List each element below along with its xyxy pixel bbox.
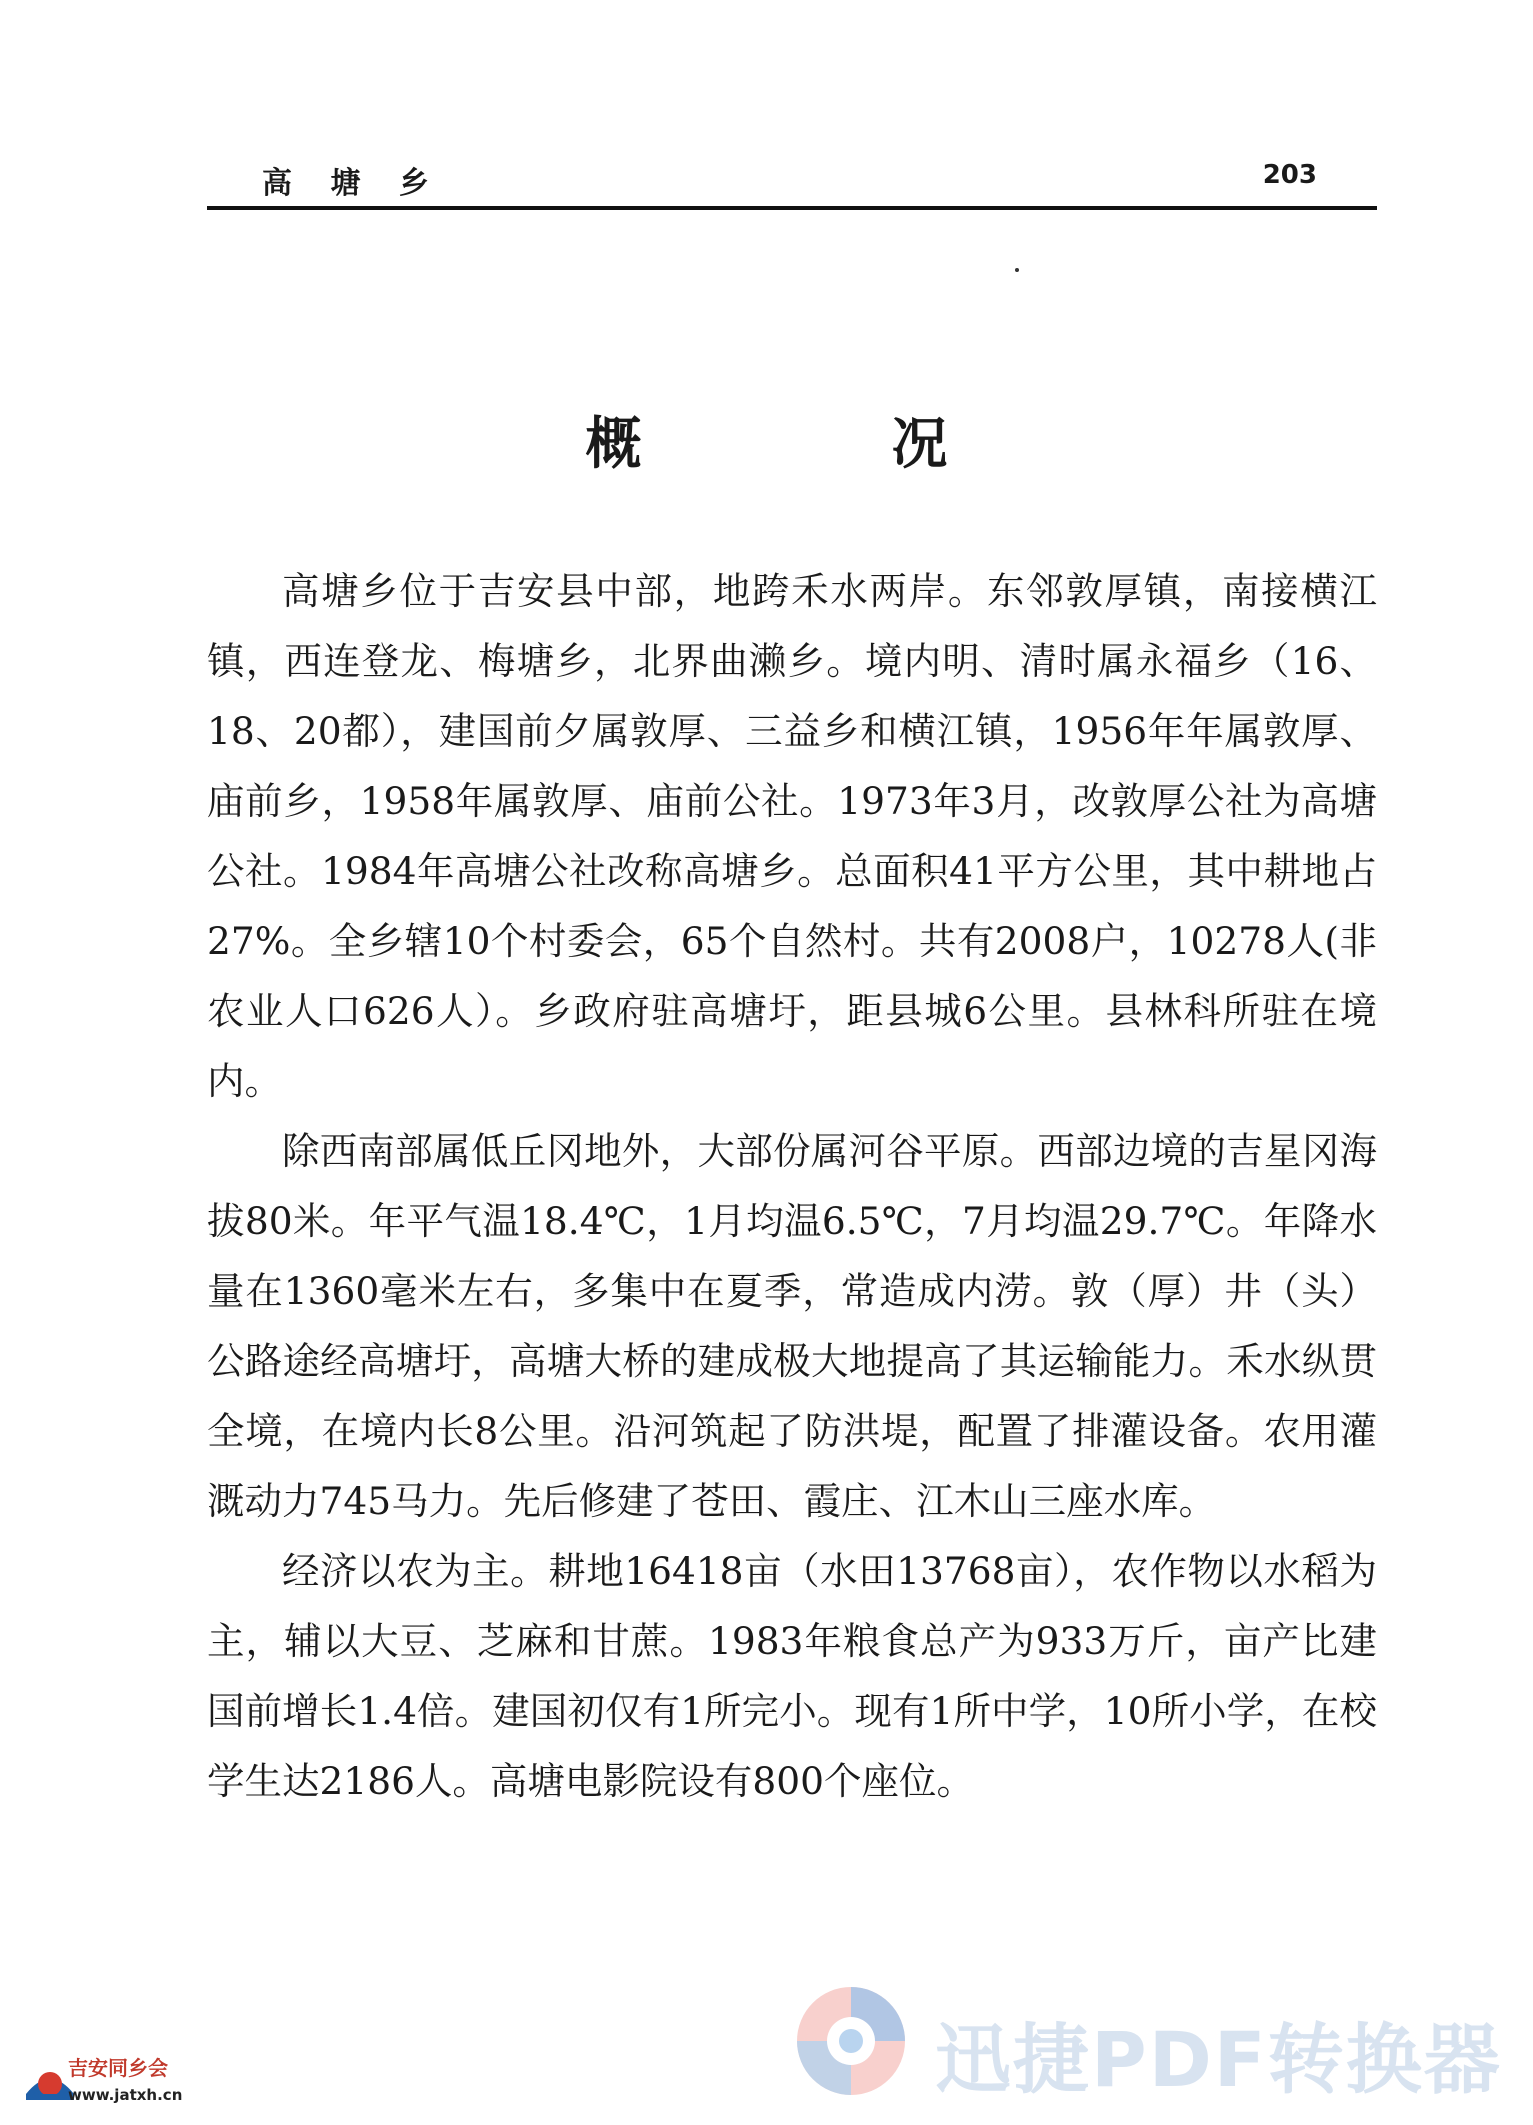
- running-title: 高 塘 乡: [262, 166, 443, 201]
- header-rule: [207, 206, 1377, 210]
- paragraph-1: 高塘乡位于吉安县中部，地跨禾水两岸。东邻敦厚镇，南接横江镇，西连登龙、梅塘乡，北界曲濑乡。境内明、清时属永福乡（16、18、20都），建国前夕属敦厚、三益乡和横江镇，1956年年属敦厚、庙前乡，1958年属敦厚、庙前公社。1973年3月，改敦厚公社为高塘公社。1984年高塘公社改称高塘乡。总面积41平方公里，其中耕地占27%。全乡辖10个村委会，65个自然村。共有2008户，10278人(非农业人口626人）。乡政府驻高塘圩，距县城6公里。县林科所驻在境内。: [207, 569, 1377, 1103]
- pdf-converter-logo-icon: [795, 1985, 907, 2097]
- paragraph-2: 除西南部属低丘冈地外，大部份属河谷平原。西部边境的吉星冈海拔80米。年平气温18.4℃，1月均温6.5℃，7月均温29.7℃。年降水量在1360毫米左右，多集中在夏季，常造成内涝。敦（厚）井（头）公路途经高塘圩，高塘大桥的建成极大地提高了其运输能力。禾水纵贯全境，在境内长8公里。沿河筑起了防洪堤，配置了排灌设备。农用灌溉动力745马力。先后修建了苍田、霞庄、江木山三座水库。: [207, 1129, 1377, 1523]
- scan-speck: [1015, 268, 1019, 272]
- site-logo: [6, 2050, 206, 2120]
- site-url: www.jatxh.cn: [68, 2086, 183, 2104]
- site-name: 吉安同乡会: [68, 2056, 168, 2080]
- page-number: 203: [1262, 160, 1317, 190]
- running-header: [207, 158, 1377, 208]
- watermark: [795, 1985, 1502, 2105]
- body-text: [207, 556, 1377, 1816]
- section-title: 概况: [585, 411, 1198, 477]
- watermark-text: 迅捷PDF转换器: [935, 2015, 1502, 2104]
- paragraph-3: 经济以农为主。耕地16418亩（水田13768亩），农作物以水稻为主，辅以大豆、芝麻和甘蔗。1983年粮食总产为933万斤，亩产比建国前增长1.4倍。建国初仅有1所完小。现有1所中学，10所小学，在校学生达2186人。高塘电影院设有800个座位。: [207, 1549, 1377, 1803]
